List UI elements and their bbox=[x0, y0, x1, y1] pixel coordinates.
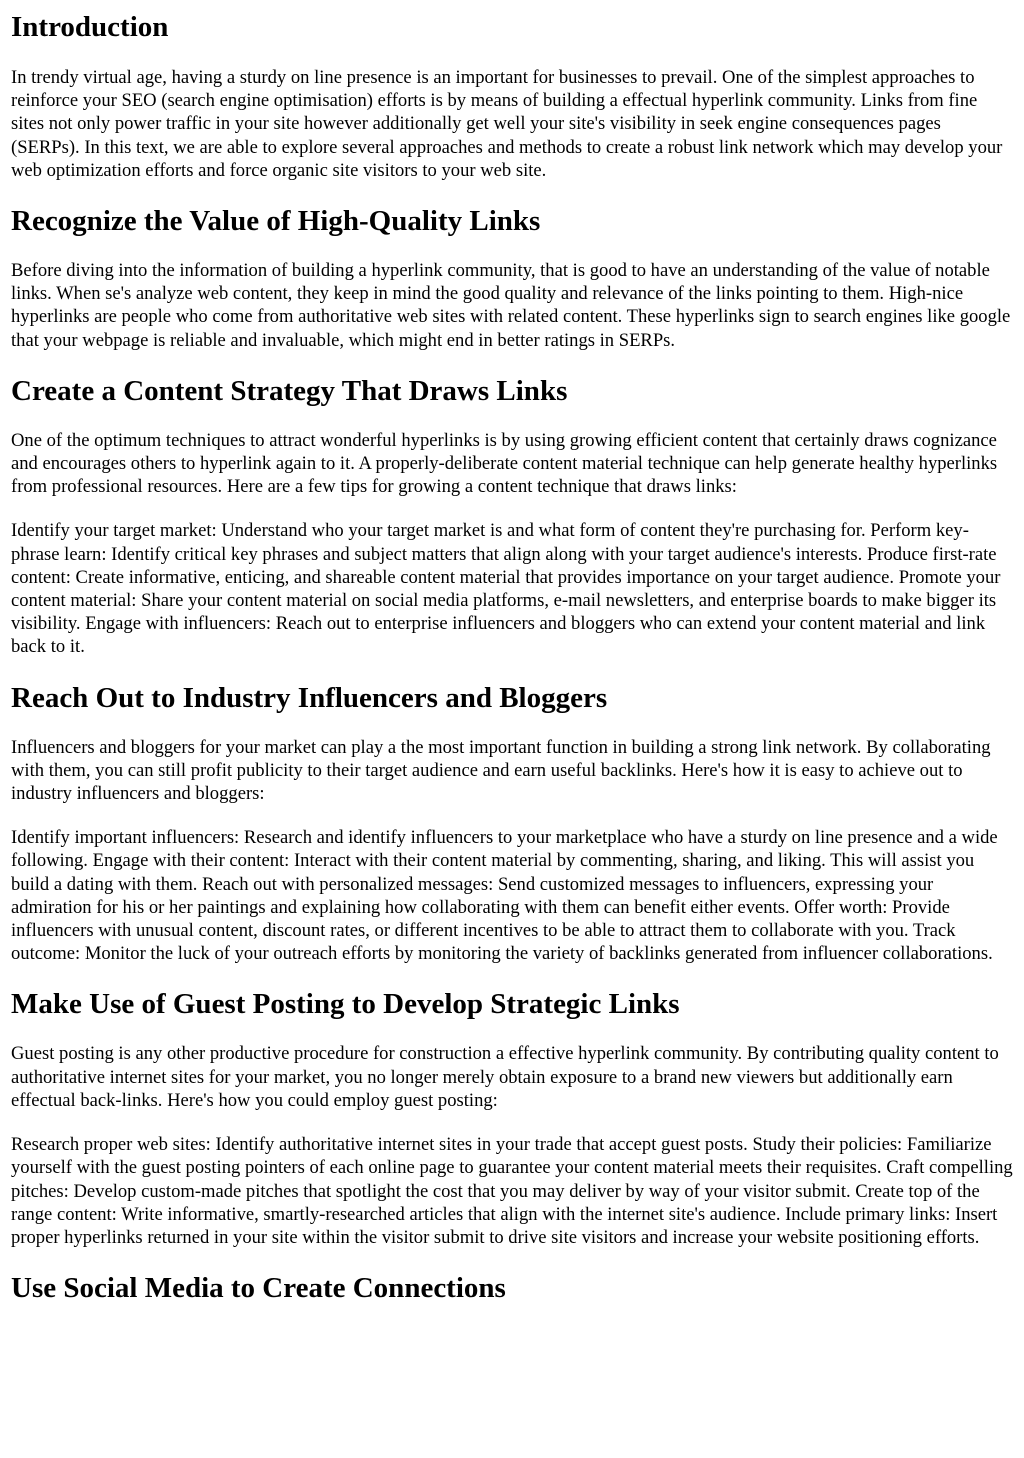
section-paragraph: Influencers and bloggers for your market can play a the most important function in building a strong link network. By collaborating with them, you can still profit publicity to their target audience and earn useful backlinks. Here's how it is easy to achieve out to industry influencers and bloggers: bbox=[11, 736, 991, 805]
section-introduction bbox=[11, 10, 1014, 182]
section-guest-posting bbox=[11, 987, 1014, 1249]
section-paragraph: Identify important influencers: Research and identify influencers to your marketplace who have a sturdy on line presence and a wide following. Engage with their content: Interact with their content material by commenting, sharing, and liking. This will assist you build a dating with them. Reach out with personalized messages: Send customized messages to influencers, expressing your admiration for his or her paintings and explaining how collaborating with them can benefit either events. Offer worth: Provide influencers with unusual content, discount rates, or different incentives to be able to attract them to collaborate with you. Track outcome: Monitor the luck of your outreach efforts by monitoring the variety of backlinks generated from influencer collaborations. bbox=[11, 827, 998, 965]
section-paragraph: One of the optimum techniques to attract wonderful hyperlinks is by using growing efficient content that certainly draws cognizance and encourages others to hyperlink again to it. A properly-deliberate content material technique can help generate healthy hyperlinks from professional resources. Here are a few tips for growing a content technique that draws links: bbox=[11, 429, 998, 498]
section-paragraph: In trendy virtual age, having a sturdy on line presence is an important for businesses to prevail. One of the simplest approaches to reinforce your SEO (search engine optimisation) efforts is by means of building a effectual hyperlink community. Links from fine sites not only power traffic in your site however additionally get well your site's visibility in seek engine consequences pages (SERPs). In this text, we are able to explore several approaches and methods to create a robust link network which may develop your web optimization efforts and force organic site visitors to your web site. bbox=[11, 67, 1003, 181]
section-influencers bbox=[11, 681, 1014, 966]
section-paragraph: Before diving into the information of building a hyperlink community, that is good to have an understanding of the value of notable links. When se's analyze web content, they keep in mind the good quality and relevance of the links pointing to them. High-nice hyperlinks are people who come from authoritative web sites with related content. These hyperlinks sign to search engines like google that your webpage is reliable and invaluable, which might end in better ratings in SERPs. bbox=[11, 260, 1011, 351]
section-paragraph: Identify your target market: Understand who your target market is and what form of content they're purchasing for. Perform key-phrase learn: Identify critical key phrases and subject matters that align along with your target audience's interests. Produce first-rate content: Create informative, enticing, and shareable content material that provides importance on your target audience. Promote your content material: Share your content material on social media platforms, e-mail newsletters, and enterprise boards to make bigger its visibility. Engage with influencers: Reach out to enterprise influencers and bloggers who can extend your content material and link back to it. bbox=[11, 520, 1001, 658]
section-heading: Make Use of Guest Posting to Develop Strategic Links bbox=[11, 988, 680, 1021]
section-content-strategy bbox=[11, 374, 1014, 659]
section-high-quality-links bbox=[11, 204, 1014, 352]
section-paragraph: Guest posting is any other productive procedure for construction a effective hyperlink community. By contributing quality content to authoritative internet sites for your market, you no longer merely obtain exposure to a brand new viewers but additionally earn effectual back-links. Here's how you could employ guest posting: bbox=[11, 1043, 999, 1111]
section-heading: Create a Content Strategy That Draws Links bbox=[11, 374, 568, 407]
section-heading: Recognize the Value of High-Quality Links bbox=[11, 205, 541, 238]
section-social-media bbox=[11, 1271, 1014, 1305]
article bbox=[0, 10, 1024, 1305]
section-paragraph: Research proper web sites: Identify authoritative internet sites in your trade that accept guest posts. Study their policies: Familiarize yourself with the guest posting pointers of each online page to guarantee your content material meets their requisites. Craft compelling pitches: Develop custom-made pitches that spotlight the cost that you may deliver by way of your visitor submit. Create top of the range content: Write informative, smartly-researched articles that align with the internet site's audience. Include primary links: Insert proper hyperlinks returned in your site within the visitor submit to drive site visitors and increase your website positioning efforts. bbox=[11, 1134, 1013, 1248]
section-heading: Use Social Media to Create Connections bbox=[11, 1272, 506, 1305]
section-heading: Introduction bbox=[11, 11, 169, 43]
section-heading: Reach Out to Industry Influencers and Bloggers bbox=[11, 681, 608, 714]
